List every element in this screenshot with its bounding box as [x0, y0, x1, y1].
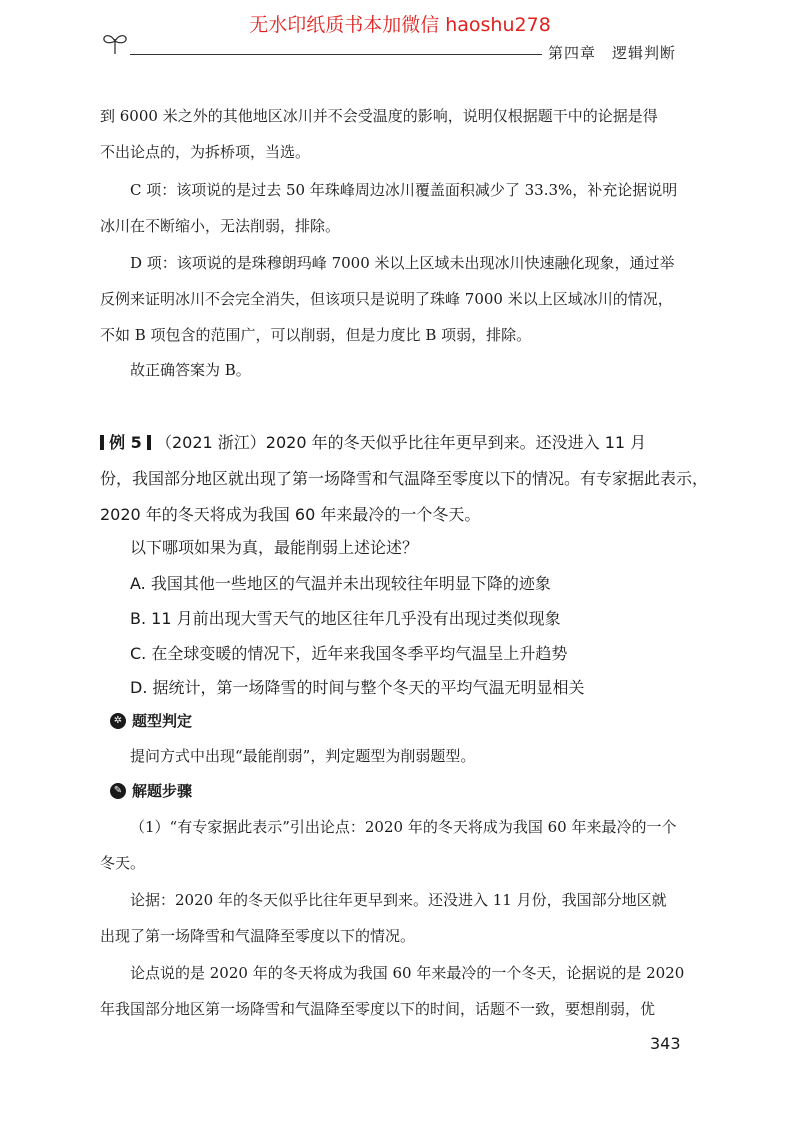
steps-section-heading [110, 773, 192, 809]
header-rule [130, 54, 542, 55]
option-d-analysis: 不如 B 项包含的范围广，可以削弱，但是力度比 B 项弱，排除。 [100, 326, 532, 344]
argument-text: 出现了第一场降雪和气温降至零度以下的情况。 [100, 927, 416, 945]
option-b: B. 11 月前出现大雪天气的地区往年几乎没有出现过类似现象 [130, 609, 561, 628]
example-tag: 例 5 [109, 433, 142, 452]
type-section-heading [110, 703, 192, 739]
option-c: C. 在全球变暖的情况下，近年来我国冬季平均气温呈上升趋势 [130, 644, 568, 663]
bar-marker-icon [147, 435, 151, 450]
example-heading [100, 425, 692, 461]
argument-text: 论据：2020 年的冬天似乎比往年更早到来。还没进入 11 月份，我国部分地区就 [130, 891, 667, 909]
paragraph-line: 不出论点的，为拆桥项，当选。 [100, 143, 311, 161]
section-title: 题型判定 [132, 712, 193, 730]
bar-marker-icon [100, 435, 104, 450]
paragraph-line: 到 6000 米之外的其他地区冰川并不会受温度的影响，说明仅根据题干中的论据是得 [100, 107, 658, 125]
watermark-text: 无水印纸质书本加微信 haoshu278 [249, 14, 551, 36]
option-d-analysis: 反例来证明冰川不会完全消失，但该项只是说明了珠峰 7000 米以上区域冰川的情况， [100, 290, 673, 308]
option-d: D. 据统计，第一场降雪的时间与整个冬天的平均气温无明显相关 [130, 678, 585, 697]
option-d-analysis: D 项：该项说的是珠穆朗玛峰 7000 米以上区域未出现冰川快速融化现象，通过举 [130, 254, 675, 272]
analysis-text: 年我国部分地区第一场降雪和气温降至零度以下的时间，话题不一致，要想削弱，优 [100, 1000, 656, 1018]
sprout-icon [100, 29, 130, 55]
answer-line: 故正确答案为 B。 [130, 361, 251, 379]
gear-icon: ✲ [110, 713, 126, 729]
option-c-analysis: C 项：该项说的是过去 50 年珠峰周边冰川覆盖面积减少了 33.3%，补充论据说明 [130, 181, 678, 199]
analysis-text: 论点说的是 2020 年的冬天将成为我国 60 年来最冷的一个冬天，论据说的是 2020 [130, 964, 685, 982]
example-text: 2020 年的冬天将成为我国 60 年来最冷的一个冬天。 [100, 505, 481, 524]
type-section-text: 提问方式中出现“最能削弱”，判定题型为削弱题型。 [130, 747, 476, 765]
section-title: 解题步骤 [132, 782, 193, 800]
pencil-icon: ✎ [110, 783, 126, 799]
option-c-analysis: 冰川在不断缩小，无法削弱，排除。 [100, 217, 341, 235]
step-text: （1）“有专家据此表示”引出论点：2020 年的冬天将成为我国 60 年来最冷的一个 [130, 818, 677, 836]
example-text: （2021 浙江）2020 年的冬天似乎比往年更早到来。还没进入 11 月 [156, 433, 647, 452]
option-a: A. 我国其他一些地区的气温并未出现较往年明显下降的迹象 [130, 574, 551, 593]
example-text: 份，我国部分地区就出现了第一场降雪和气温降至零度以下的情况。有专家据此表示， [100, 469, 709, 488]
question-text: 以下哪项如果为真，最能削弱上述论述？ [130, 538, 419, 557]
step-text: 冬天。 [100, 854, 146, 872]
page-number: 343 [650, 1034, 681, 1053]
chapter-title: 第四章 逻辑判断 [548, 44, 677, 62]
